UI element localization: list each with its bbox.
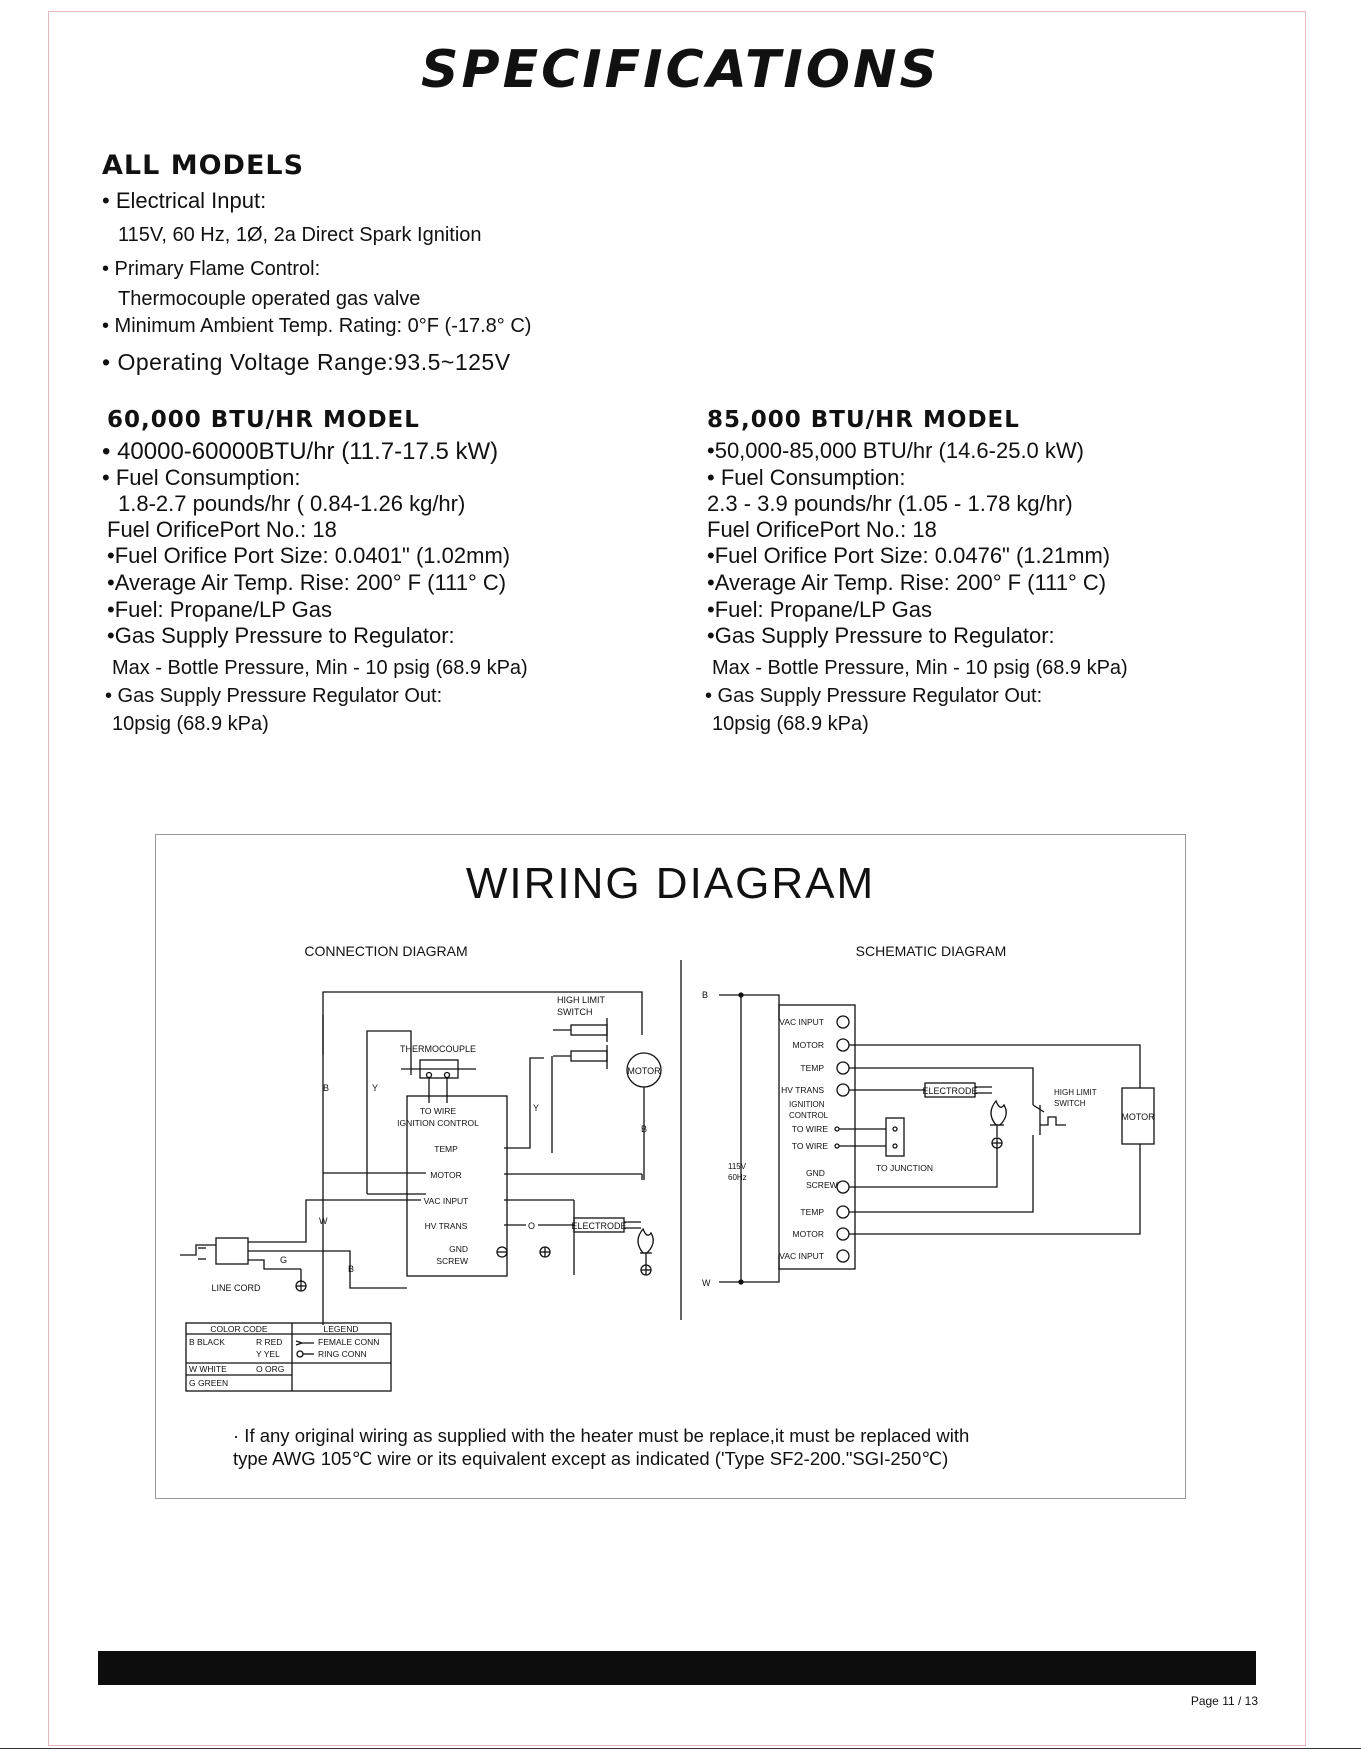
color-code-entry: B BLACK (189, 1337, 225, 1347)
spec-line: •Fuel Orifice Port Size: 0.0401" (1.02mm) (107, 543, 511, 568)
wiring-diagram-title: WIRING DIAGRAM (465, 859, 876, 908)
legend-entry: RING CONN (318, 1349, 367, 1359)
color-code-header: COLOR CODE (210, 1324, 268, 1334)
color-code-entry: G GREEN (189, 1378, 229, 1388)
thermocouple-label: THERMOCOUPLE (399, 1044, 477, 1054)
wire-color-w: W (319, 1216, 328, 1226)
page-title: SPECIFICATIONS (421, 40, 940, 100)
motor-terminal-label: MOTOR (430, 1170, 462, 1180)
switch-label: SWITCH (1054, 1099, 1086, 1108)
flame-icon (991, 1101, 1006, 1125)
vac-input-label: VAC INPUT (779, 1017, 824, 1027)
spec-line: 10psig (68.9 kPa) (112, 713, 269, 735)
temp-label: TEMP (800, 1207, 824, 1217)
screw-terminal-label: SCREW (436, 1256, 468, 1266)
schematic-diagram (702, 990, 1155, 1288)
color-code-entry: R RED (256, 1337, 283, 1347)
legend-entry: FEMALE CONN (318, 1337, 380, 1347)
wiring-diagram-drawing (156, 835, 1187, 1500)
motor-label: MOTOR (792, 1040, 824, 1050)
spec-line: 1.8-2.7 pounds/hr ( 0.84-1.26 kg/hr) (118, 491, 466, 516)
spec-line: • Operating Voltage Range:93.5~125V (102, 349, 511, 375)
page-number: Page 11 / 13 (1190, 1694, 1258, 1708)
spec-line: • Fuel Consumption: (102, 465, 301, 490)
vac-input-label: VAC INPUT (779, 1251, 824, 1261)
temp-terminal-label: TEMP (434, 1144, 458, 1154)
color-code-entry: O ORG (256, 1364, 285, 1374)
model-85000-heading: 85,000 BTU/HR MODEL (707, 407, 1020, 433)
spec-line: Fuel OrificePort No.: 18 (707, 517, 937, 542)
spec-line: Thermocouple operated gas valve (118, 288, 421, 310)
wiring-diagram-box (155, 834, 1186, 1499)
temp-label: TEMP (800, 1063, 824, 1073)
hv-trans-terminal-label: HV TRANS (424, 1221, 468, 1231)
spec-line: • Minimum Ambient Temp. Rating: 0°F (-17.8° C) (102, 315, 532, 337)
wire-color-b: B (702, 990, 709, 1000)
gnd-label: GND (806, 1168, 825, 1178)
color-code-legend (186, 1323, 391, 1391)
flame-icon (638, 1229, 653, 1253)
color-code-entry: Y YEL (256, 1349, 280, 1359)
wire-color-b: B (323, 1083, 330, 1093)
voltage-label: 115V (728, 1162, 747, 1171)
spec-line: • Primary Flame Control: (102, 258, 321, 280)
high-limit-label: HIGH LIMIT (1054, 1088, 1097, 1097)
spec-line: •Gas Supply Pressure to Regulator: (707, 623, 1055, 648)
spec-line: • Electrical Input: (102, 188, 267, 213)
switch-label: SWITCH (557, 1007, 593, 1017)
spec-line: •50,000-85,000 BTU/hr (14.6-25.0 kW) (707, 438, 1084, 463)
screw-label: SCREW (806, 1180, 838, 1190)
ignition-control-label: IGNITION CONTROL (397, 1118, 479, 1128)
spec-line: •Fuel: Propane/LP Gas (707, 597, 932, 622)
spec-line: •Fuel Orifice Port Size: 0.0476" (1.21mm) (707, 543, 1111, 568)
electrode-label: ELECTRODE (571, 1221, 627, 1231)
line-cord-plug (216, 1238, 248, 1264)
wire-color-y: Y (372, 1083, 379, 1093)
vac-input-terminal-label: VAC INPUT (423, 1196, 469, 1206)
spec-line: • Fuel Consumption: (707, 465, 906, 490)
spec-line: • Gas Supply Pressure Regulator Out: (105, 685, 443, 707)
legend-header: LEGEND (323, 1324, 359, 1334)
all-models-heading: ALL MODELS (102, 150, 305, 181)
to-wire-label: TO WIRE (791, 1141, 828, 1151)
control-label: CONTROL (789, 1111, 829, 1120)
spec-line: Fuel OrificePort No.: 18 (107, 517, 337, 542)
wire-color-o: O (528, 1221, 536, 1231)
wire-color-g: G (280, 1255, 288, 1265)
schematic-diagram-title: SCHEMATIC DIAGRAM (855, 943, 1007, 959)
to-wire-label: TO WIRE (419, 1106, 457, 1116)
color-code-entry: W WHITE (189, 1364, 227, 1374)
spec-line: 115V, 60 Hz, 1Ø, 2a Direct Spark Ignition (118, 224, 482, 246)
connection-diagram-title: CONNECTION DIAGRAM (304, 943, 468, 959)
wire-color-y: Y (533, 1103, 540, 1113)
frequency-label: 60Hz (728, 1173, 747, 1182)
spec-line: •Gas Supply Pressure to Regulator: (107, 623, 455, 648)
high-limit-switch (571, 1025, 607, 1035)
hv-trans-label: HV TRANS (781, 1085, 824, 1095)
high-limit-label: HIGH LIMIT (557, 995, 606, 1005)
spec-line: Max - Bottle Pressure, Min - 10 psig (68.9 kPa) (712, 657, 1128, 679)
wire-color-b: B (641, 1124, 648, 1134)
spec-line: 2.3 - 3.9 pounds/hr (1.05 - 1.78 kg/hr) (707, 491, 1073, 516)
spec-line: •Average Air Temp. Rise: 200° F (111° C) (107, 570, 507, 595)
motor-label: MOTOR (1121, 1112, 1155, 1122)
line-cord-label: LINE CORD (211, 1283, 261, 1293)
ignition-label: IGNITION (789, 1100, 825, 1109)
page-bottom-rule (0, 1748, 1361, 1749)
to-junction-label: TO JUNCTION (876, 1163, 933, 1173)
spec-line: •Fuel: Propane/LP Gas (107, 597, 332, 622)
wire-color-w: W (702, 1278, 711, 1288)
spec-line: Max - Bottle Pressure, Min - 10 psig (68.9 kPa) (112, 657, 528, 679)
electrode-label: ELECTRODE (922, 1086, 978, 1096)
junction-block (886, 1118, 904, 1156)
spec-line: • 40000-60000BTU/hr (11.7-17.5 kW) (102, 438, 499, 465)
spec-line: • Gas Supply Pressure Regulator Out: (705, 685, 1043, 707)
motor-label: MOTOR (627, 1066, 661, 1076)
spec-line: 10psig (68.9 kPa) (712, 713, 869, 735)
footer-bar (98, 1651, 1256, 1685)
motor-label: MOTOR (792, 1229, 824, 1239)
connection-diagram (180, 992, 661, 1325)
wiring-note-line1: · If any original wiring as supplied with the heater must be replace,it must be replaced with (233, 1425, 970, 1446)
spec-line: •Average Air Temp. Rise: 200° F (111° C) (707, 570, 1107, 595)
wiring-note-line2: type AWG 105℃ wire or its equivalent except as indicated ('Type SF2-200."SGI-250℃) (233, 1448, 949, 1469)
gnd-terminal-label: GND (449, 1244, 468, 1254)
wire-color-b: B (348, 1264, 355, 1274)
model-60000-heading: 60,000 BTU/HR MODEL (107, 407, 420, 433)
to-wire-label: TO WIRE (791, 1124, 828, 1134)
